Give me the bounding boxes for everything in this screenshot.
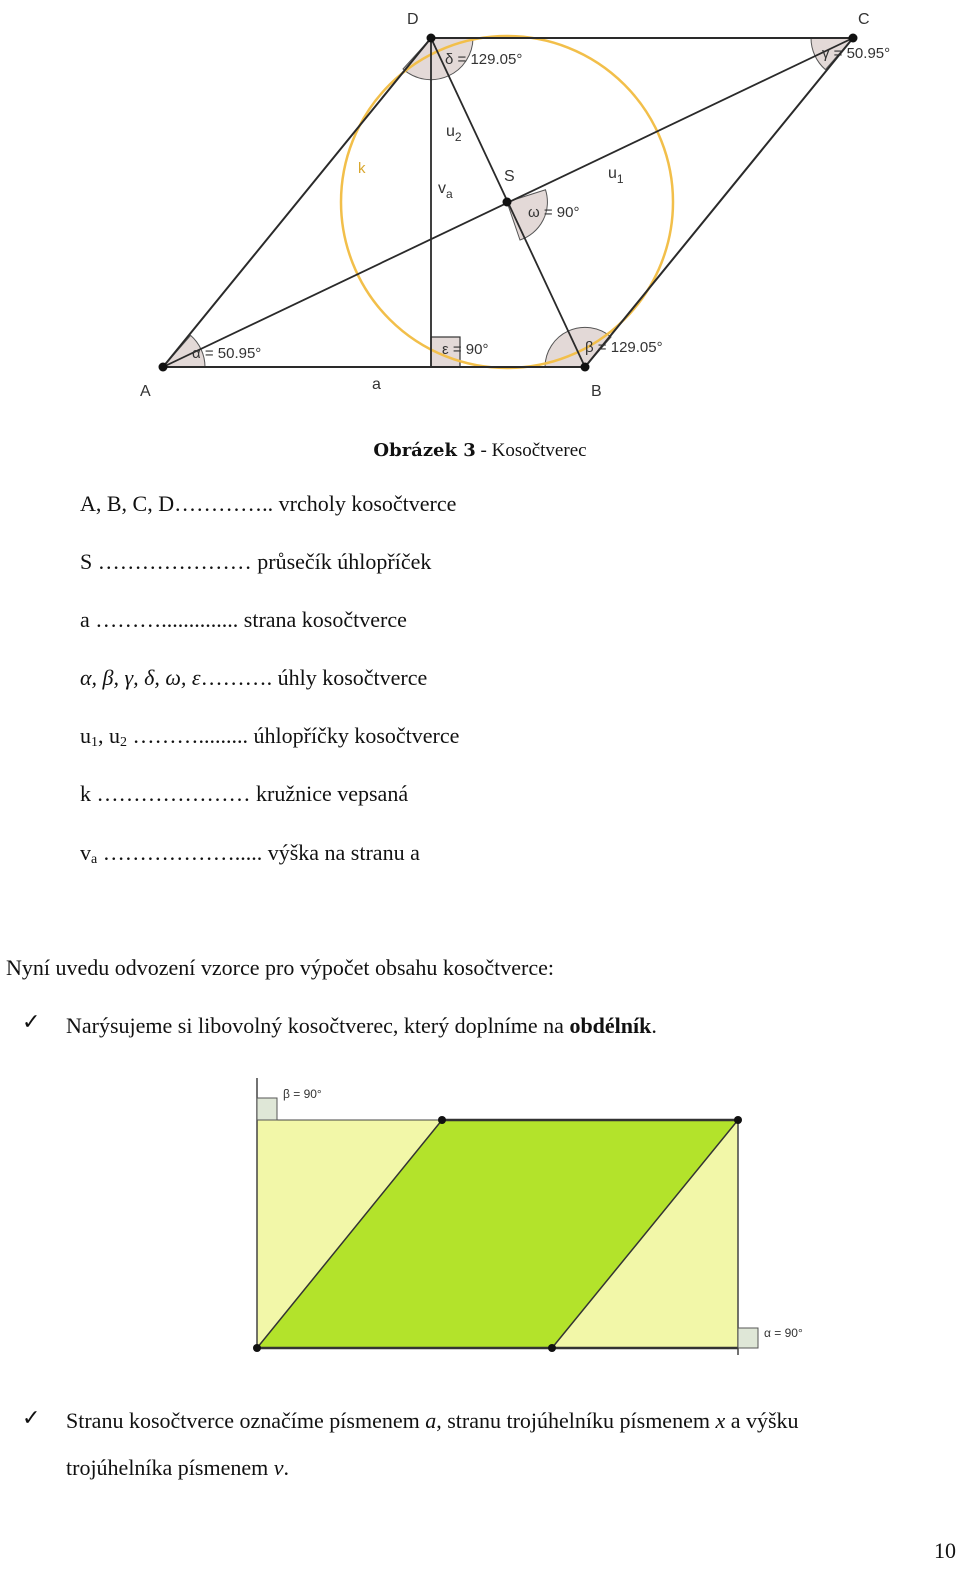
rectangle-rhombus-figure <box>0 1070 960 1360</box>
angle-omega-label: ω = 90° <box>528 204 580 221</box>
label-d-vertex: D <box>407 11 419 28</box>
vertex-b-point <box>581 363 590 372</box>
angle-delta-label: δ = 129.05° <box>445 51 523 68</box>
label-b-vertex: B <box>591 383 602 400</box>
page-number: 10 <box>934 1538 956 1563</box>
legend-item: α, β, γ, δ, ω, ε………. úhly kosočtverce <box>80 665 428 690</box>
label-va: $v_a$ <box>438 180 453 201</box>
rhombus-figure <box>0 0 960 420</box>
label-a-vertex: A <box>140 383 151 400</box>
vertex-d-point <box>427 34 436 43</box>
angle-gamma-label: γ = 50.95° <box>822 45 891 62</box>
bullet-2-line-1: Stranu kosočtverce označíme písmenem a, stranu trojúhelníku písmenem x a výšku <box>66 1408 799 1433</box>
legend-item: $v_a$ ………………..... výška na stranu a <box>80 840 420 867</box>
intro-paragraph: Nyní uvedu odvození vzorce pro výpočet obsahu kosočtverce: <box>6 955 554 980</box>
legend-item: A, B, C, D………….. vrcholy kosočtverce <box>80 491 457 516</box>
bullet-1-text: Narýsujeme si libovolný kosočtverec, který doplníme na obdélník. <box>66 1013 657 1038</box>
label-a-side: a <box>372 376 381 393</box>
legend-item: k ………………… kružnice vepsaná <box>80 781 409 806</box>
label-k: k <box>358 160 366 177</box>
vertex-a-point <box>159 363 168 372</box>
angle-epsilon-label: ε = 90° <box>442 341 489 358</box>
label-u1: $u_1$ <box>608 165 624 186</box>
right-angle-beta <box>257 1098 277 1120</box>
vertex-point <box>438 1116 446 1124</box>
figure-caption <box>0 440 960 462</box>
vertex-point <box>253 1344 261 1352</box>
vertex-point <box>548 1344 556 1352</box>
angle-alpha-label: α = 50.95° <box>192 345 262 362</box>
label-s: S <box>504 168 515 185</box>
angle-beta-label: β = 129.05° <box>585 339 663 356</box>
legend-item: a ……….............. strana kosočtverce <box>80 607 407 632</box>
checkmark-icon: ✓ <box>22 1010 41 1035</box>
center-s-point <box>503 198 512 207</box>
angle-alpha-label: α = 90° <box>764 1326 803 1340</box>
right-angle-alpha <box>738 1328 758 1348</box>
label-c-vertex: C <box>858 11 870 28</box>
legend-item: S ………………… průsečík úhlopříček <box>80 549 432 574</box>
legend-item: $u_1$, $u_2$ ………......... úhlopříčky kosočtverce <box>80 723 460 750</box>
vertex-point <box>734 1116 742 1124</box>
caption-number: Obrázek 3 <box>373 440 476 461</box>
bullet-2-line-2: trojúhelníka písmenem v. <box>66 1455 289 1480</box>
angle-beta-label: β = 90° <box>283 1087 322 1101</box>
caption-text: - Kosočtverec <box>475 440 587 461</box>
checkmark-icon: ✓ <box>22 1406 41 1431</box>
vertex-c-point <box>849 34 858 43</box>
label-u2: $u_2$ <box>446 123 462 144</box>
